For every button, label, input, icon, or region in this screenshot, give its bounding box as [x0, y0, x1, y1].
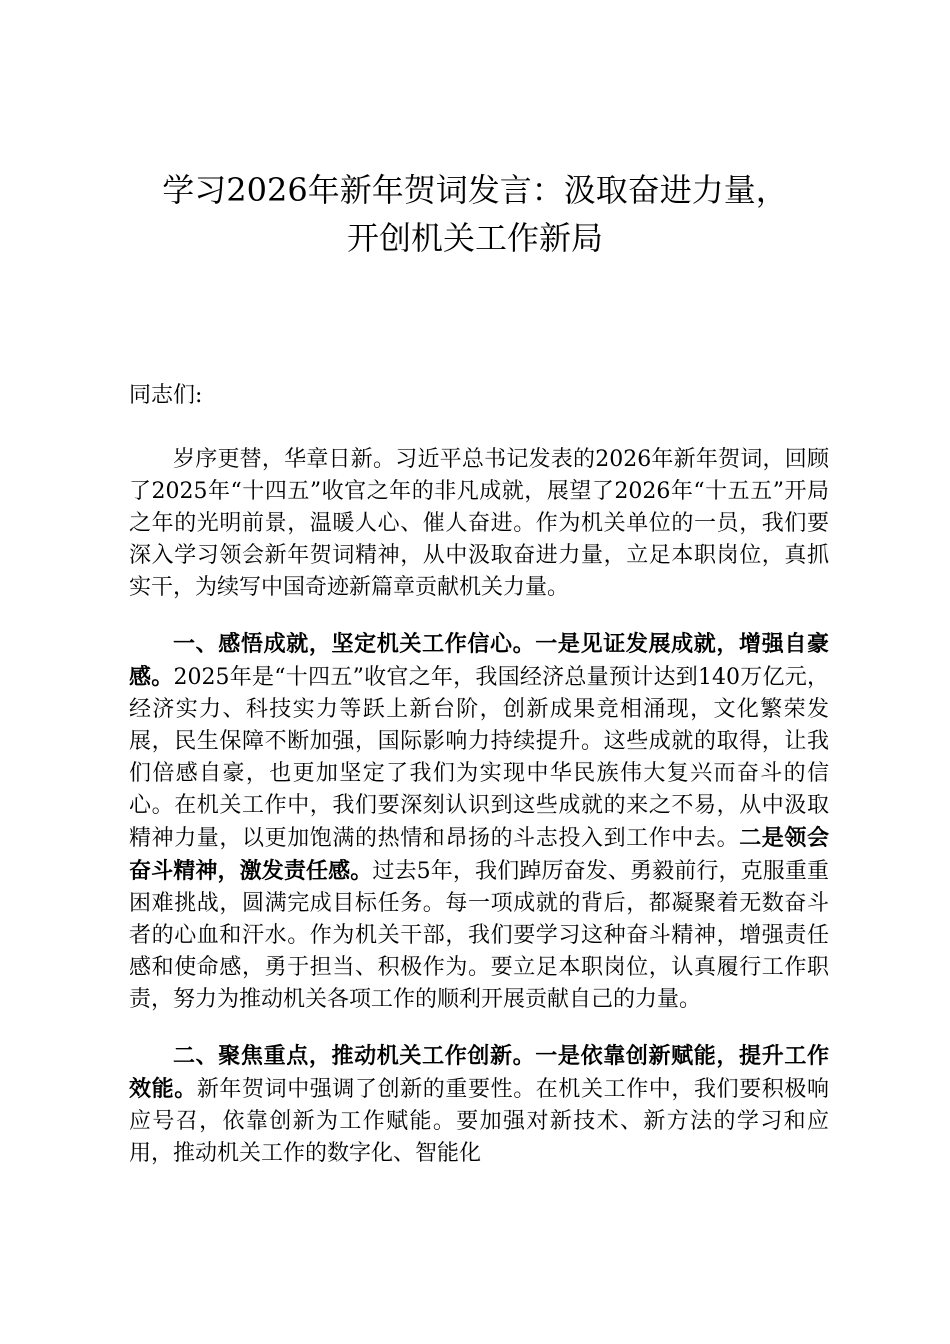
paragraph-intro: 岁序更替，华章日新。习近平总书记发表的2026年新年贺词，回顾了2025年“十四五”收官之年的非凡成就，展望了2026年“十五五”开局之年的光明前景，温暖人心、催人奋进。作为机关单位的一员，我们要深入学习领会新年贺词精神，从中汲取奋进力量，立足本职岗位，真抓实干，为续写中国奇迹新篇章贡献机关力量。 — [129, 447, 829, 600]
section-1-subheading: 二是领会奋斗精神，激发责任感。 — [129, 825, 829, 884]
document-title — [100, 166, 850, 262]
section-1-heading: 一、感悟成就，坚定机关工作信心。一是见证发展成就，增强自豪感。 — [129, 631, 829, 690]
paragraph-section-2 — [129, 1040, 829, 1170]
paragraph-section-1 — [129, 628, 829, 1016]
section-1-text-1: 2025年是“十四五”收官之年，我国经济总量预计达到140万亿元，经济实力、科技实力等跃上新台阶，创新成果竞相涌现，文化繁荣发展，民生保障不断加强，国际影响力持续提升。这些成就的取得，让我们倍感自豪，也更加坚定了我们为实现中华民族伟大复兴而奋斗的信心。在机关工作中，我们要深刻认识到这些成就的来之不易，从中汲取精神力量，以更加饱满的热情和昂扬的斗志投入到工作中去。 — [129, 665, 829, 851]
document-body — [129, 380, 829, 1170]
title-line-2: 开创机关工作新局 — [346, 219, 603, 257]
section-1-text-2: 过去5年，我们踔厉奋发、勇毅前行，克服重重困难挑战，圆满完成目标任务。每一项成就的背后，都凝聚着无数奋斗者的心血和汗水。作为机关干部，我们要学习这种奋斗精神，增强责任感和使命感，勇于担当、积极作为。要立足本职岗位，认真履行工作职责，努力为推动机关各项工作的顺利开展贡献自己的力量。 — [129, 859, 829, 1012]
section-2-heading: 二、聚焦重点，推动机关工作创新。一是依靠创新赋能，提升工作效能。 — [129, 1043, 829, 1102]
title-line-1: 学习2026年新年贺词发言：汲取奋进力量， — [162, 171, 788, 209]
section-2-text: 新年贺词中强调了创新的重要性。在机关工作中，我们要积极响应号召，依靠创新为工作赋能。要加强对新技术、新方法的学习和应用，推动机关工作的数字化、智能化 — [129, 1077, 829, 1166]
salutation: 同志们: — [129, 383, 203, 408]
